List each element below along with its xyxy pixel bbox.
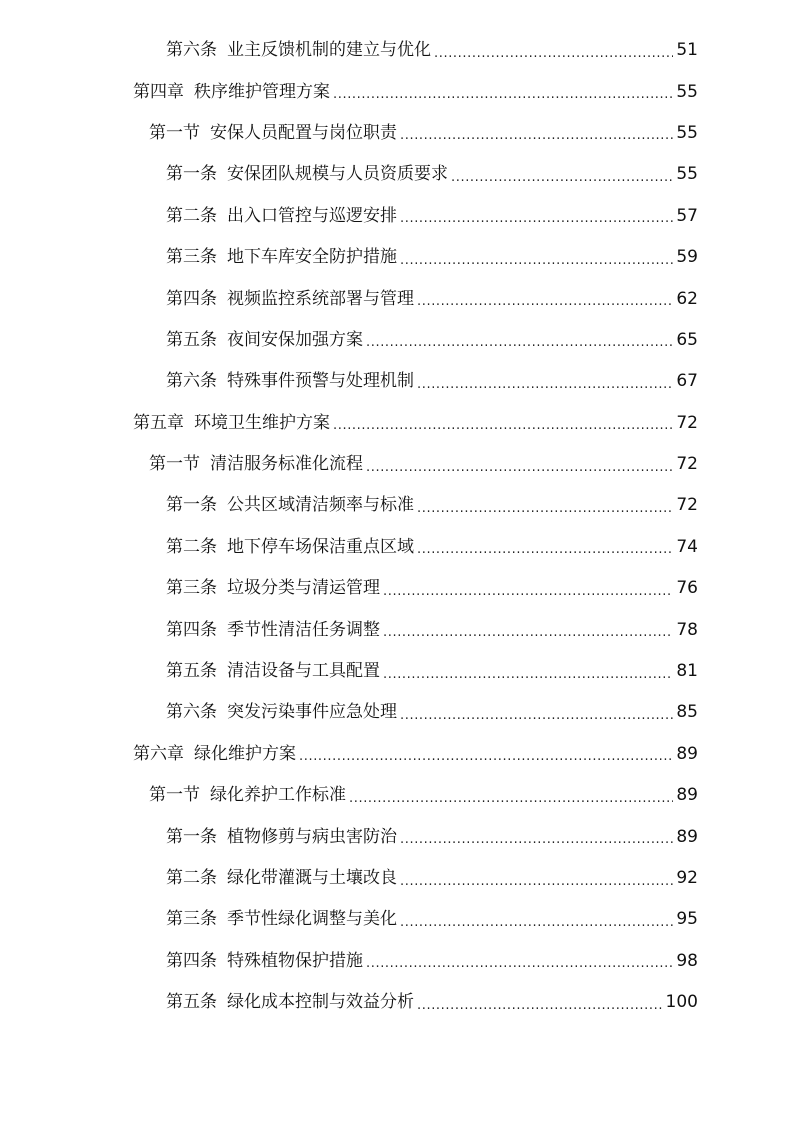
toc-dot-leader bbox=[400, 207, 673, 225]
toc-entry-label bbox=[166, 911, 400, 928]
toc-entry-prefix: 第六条 bbox=[166, 702, 217, 723]
toc-entry-label bbox=[166, 619, 383, 640]
toc-entry[interactable] bbox=[0, 609, 698, 650]
toc-entry-title: 地下车库安全防护措施 bbox=[227, 247, 397, 268]
toc-entry-title: 安保团队规模与人员资质要求 bbox=[227, 164, 448, 185]
toc-entry-prefix: 第六条 bbox=[166, 40, 217, 61]
toc-dot-leader bbox=[417, 538, 673, 556]
toc-entry-prefix: 第五条 bbox=[166, 661, 217, 682]
toc-page-number: 65 bbox=[676, 329, 698, 350]
toc-page-number: 72 bbox=[676, 454, 698, 475]
toc-entry-title: 公共区域清洁频率与标准 bbox=[227, 495, 414, 516]
toc-entry-title: 地下停车场保洁重点区域 bbox=[227, 536, 414, 557]
toc-entry-prefix: 第三条 bbox=[166, 909, 217, 930]
toc-entry-prefix: 第一条 bbox=[166, 495, 217, 516]
toc-entry-label bbox=[166, 166, 451, 183]
toc-dot-leader bbox=[451, 166, 673, 184]
toc-dot-leader bbox=[333, 414, 673, 432]
toc-page-number: 55 bbox=[676, 122, 698, 143]
toc-entry[interactable] bbox=[0, 775, 698, 816]
toc-entry[interactable] bbox=[0, 982, 698, 1023]
toc-entry-label bbox=[133, 743, 299, 764]
toc-page-number: 76 bbox=[676, 578, 698, 599]
toc-page-number: 100 bbox=[665, 992, 698, 1013]
toc-entry-title: 清洁服务标准化流程 bbox=[210, 454, 363, 475]
toc-dot-leader bbox=[417, 994, 663, 1012]
toc-dot-leader bbox=[333, 83, 673, 101]
toc-entry-prefix: 第四条 bbox=[166, 950, 217, 971]
toc-dot-leader bbox=[400, 828, 673, 846]
toc-entry-prefix: 第三条 bbox=[166, 578, 217, 599]
toc-entry-title: 特殊植物保护措施 bbox=[227, 950, 363, 971]
toc-dot-leader bbox=[400, 911, 673, 929]
toc-dot-leader bbox=[417, 373, 673, 391]
toc-entry-title: 绿化带灌溉与土壤改良 bbox=[227, 868, 397, 888]
toc-entry-title: 绿化维护方案 bbox=[194, 743, 296, 764]
toc-entry[interactable] bbox=[0, 734, 698, 775]
toc-page-number: 72 bbox=[676, 412, 698, 433]
toc-entry[interactable] bbox=[0, 196, 698, 237]
toc-entry[interactable] bbox=[0, 527, 698, 568]
toc-dot-leader bbox=[400, 249, 673, 267]
toc-dot-leader bbox=[417, 290, 673, 308]
toc-page-number: 95 bbox=[676, 909, 698, 930]
toc-entry[interactable] bbox=[0, 444, 698, 485]
toc-entry[interactable] bbox=[0, 113, 698, 154]
toc-entry-prefix: 第二条 bbox=[166, 868, 217, 888]
toc-dot-leader bbox=[400, 870, 673, 888]
toc-page-number: 89 bbox=[676, 785, 698, 806]
toc-dot-leader bbox=[383, 580, 673, 598]
toc-entry-prefix: 第四章 bbox=[133, 81, 184, 102]
toc-page-number: 62 bbox=[676, 288, 698, 309]
toc-entry-label bbox=[149, 787, 349, 804]
toc-entry-label bbox=[166, 249, 400, 266]
toc-dot-leader bbox=[383, 621, 673, 639]
toc-entry-label bbox=[166, 42, 434, 59]
toc-entry-label bbox=[166, 994, 417, 1011]
toc-entry-prefix: 第五条 bbox=[166, 329, 217, 350]
toc-entry-label bbox=[149, 122, 400, 143]
toc-entry-label bbox=[166, 205, 400, 226]
toc-dot-leader bbox=[383, 663, 673, 681]
toc-entry[interactable] bbox=[0, 692, 698, 733]
toc-dot-leader bbox=[366, 331, 673, 349]
toc-page-number: 55 bbox=[676, 81, 698, 102]
toc-entry-title: 视频监控系统部署与管理 bbox=[227, 288, 414, 309]
toc-entry-label bbox=[166, 536, 417, 557]
toc-entry-title: 季节性清洁任务调整 bbox=[227, 619, 380, 640]
toc-page-number: 81 bbox=[676, 661, 698, 682]
toc-entry[interactable] bbox=[0, 278, 698, 319]
toc-entry-label bbox=[166, 826, 400, 847]
toc-entry-label bbox=[166, 950, 366, 971]
toc-entry-label bbox=[166, 663, 383, 680]
toc-entry[interactable] bbox=[0, 361, 698, 402]
toc-page-number: 85 bbox=[676, 702, 698, 723]
toc-entry-title: 安保人员配置与岗位职责 bbox=[210, 122, 397, 143]
toc-dot-leader bbox=[400, 124, 673, 142]
toc-entry-title: 业主反馈机制的建立与优化 bbox=[227, 40, 431, 61]
toc-entry[interactable] bbox=[0, 154, 698, 195]
toc-entry-title: 出入口管控与巡逻安排 bbox=[227, 205, 397, 226]
toc-page-number: 89 bbox=[676, 743, 698, 764]
toc-entry[interactable] bbox=[0, 237, 698, 278]
toc-entry[interactable] bbox=[0, 941, 698, 982]
toc-entry[interactable] bbox=[0, 71, 698, 112]
toc-entry-prefix: 第六条 bbox=[166, 371, 217, 392]
toc-page-number: 55 bbox=[676, 164, 698, 185]
toc-entry-title: 环境卫生维护方案 bbox=[194, 412, 330, 433]
toc-entry-label bbox=[166, 870, 400, 887]
toc-page-number: 59 bbox=[676, 247, 698, 268]
toc-entry-prefix: 第一节 bbox=[149, 454, 200, 475]
toc-page-number: 89 bbox=[676, 826, 698, 847]
toc-entry-prefix: 第一节 bbox=[149, 785, 200, 806]
toc-entry-label bbox=[166, 288, 417, 309]
toc-dot-leader bbox=[417, 497, 673, 515]
toc-dot-leader bbox=[400, 704, 673, 722]
toc-entry-label bbox=[149, 456, 366, 473]
toc-entry-title: 垃圾分类与清运管理 bbox=[227, 578, 380, 599]
toc-entry-label bbox=[166, 704, 400, 721]
toc-page-number: 51 bbox=[676, 40, 698, 61]
toc-entry-title: 绿化养护工作标准 bbox=[210, 785, 346, 806]
toc-entry[interactable] bbox=[0, 403, 698, 444]
toc-page-number: 67 bbox=[676, 371, 698, 392]
toc-entry-prefix: 第二条 bbox=[166, 536, 217, 557]
toc-entry[interactable] bbox=[0, 899, 698, 940]
toc-entry[interactable] bbox=[0, 816, 698, 857]
toc-entry[interactable] bbox=[0, 651, 698, 692]
toc-entry-prefix: 第五章 bbox=[133, 412, 184, 433]
toc-entry-title: 特殊事件预警与处理机制 bbox=[227, 371, 414, 392]
toc-entry[interactable] bbox=[0, 485, 698, 526]
toc-entry[interactable] bbox=[0, 568, 698, 609]
table-of-contents bbox=[0, 30, 793, 1023]
toc-entry-label bbox=[133, 412, 333, 433]
toc-entry-prefix: 第六章 bbox=[133, 743, 184, 764]
toc-entry[interactable] bbox=[0, 30, 698, 71]
toc-entry-label bbox=[166, 373, 417, 390]
toc-entry-title: 秩序维护管理方案 bbox=[194, 81, 330, 102]
toc-page-number: 72 bbox=[676, 495, 698, 516]
toc-dot-leader bbox=[434, 42, 673, 60]
toc-page-number: 74 bbox=[676, 536, 698, 557]
toc-page-number: 57 bbox=[676, 205, 698, 226]
toc-entry-title: 夜间安保加强方案 bbox=[227, 329, 363, 350]
toc-entry-label bbox=[166, 580, 383, 597]
toc-entry-label bbox=[133, 81, 333, 102]
toc-entry-title: 突发污染事件应急处理 bbox=[227, 702, 397, 723]
toc-dot-leader bbox=[299, 745, 673, 763]
toc-entry[interactable] bbox=[0, 858, 698, 899]
toc-entry-label bbox=[166, 497, 417, 514]
toc-entry-title: 植物修剪与病虫害防治 bbox=[227, 826, 397, 847]
toc-dot-leader bbox=[366, 952, 673, 970]
toc-entry[interactable] bbox=[0, 320, 698, 361]
toc-entry-prefix: 第一条 bbox=[166, 164, 217, 185]
toc-dot-leader bbox=[366, 456, 673, 474]
toc-entry-title: 季节性绿化调整与美化 bbox=[227, 909, 397, 930]
toc-page-number: 98 bbox=[676, 950, 698, 971]
toc-page-number: 78 bbox=[676, 619, 698, 640]
toc-entry-prefix: 第三条 bbox=[166, 247, 217, 268]
toc-entry-prefix: 第一条 bbox=[166, 826, 217, 847]
toc-entry-prefix: 第五条 bbox=[166, 992, 217, 1013]
toc-dot-leader bbox=[349, 787, 673, 805]
toc-entry-prefix: 第四条 bbox=[166, 288, 217, 309]
toc-entry-prefix: 第四条 bbox=[166, 619, 217, 640]
toc-entry-prefix: 第二条 bbox=[166, 205, 217, 226]
toc-entry-prefix: 第一节 bbox=[149, 122, 200, 143]
toc-entry-title: 绿化成本控制与效益分析 bbox=[227, 992, 414, 1013]
toc-entry-title: 清洁设备与工具配置 bbox=[227, 661, 380, 682]
toc-page-number: 92 bbox=[676, 868, 698, 888]
toc-entry-label bbox=[166, 329, 366, 350]
